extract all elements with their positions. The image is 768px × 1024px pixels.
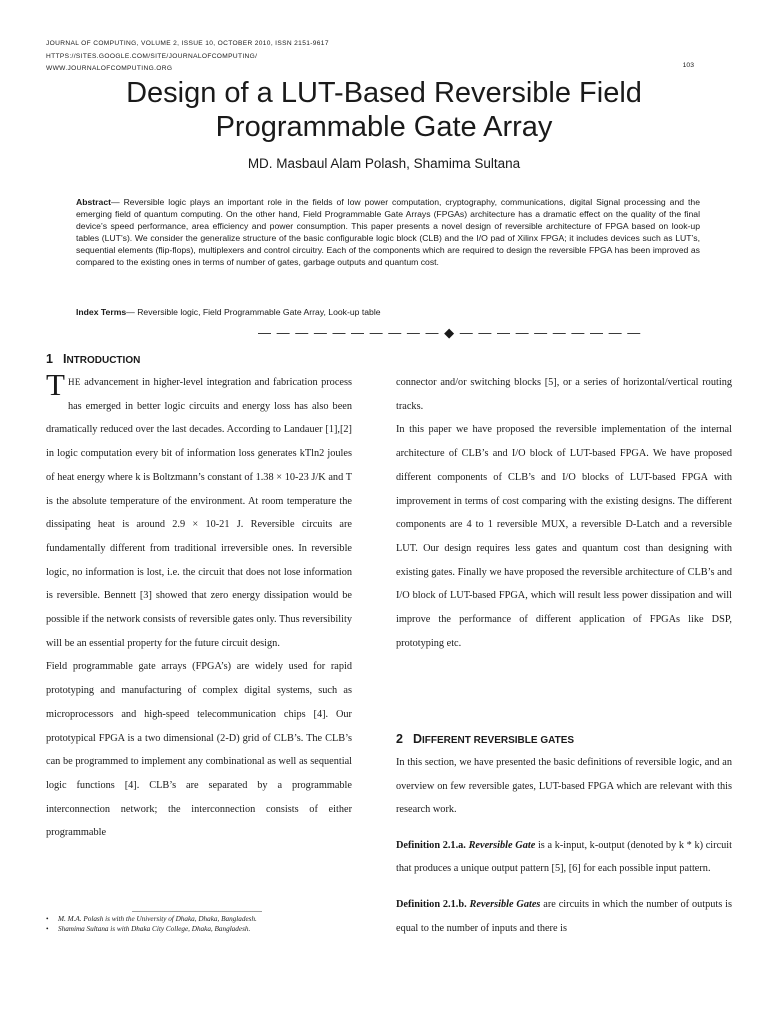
journal-header-line-3: WWW.JOURNALOFCOMPUTING.ORG: [46, 65, 173, 72]
bullet-icon: •: [46, 915, 49, 923]
bullet-icon: •: [46, 925, 49, 933]
definition-term: Reversible Gate: [468, 839, 536, 851]
index-terms: [76, 306, 700, 318]
drop-cap: T: [46, 367, 65, 402]
journal-header-line-1: JOURNAL OF COMPUTING, VOLUME 2, ISSUE 10, OCTOBER 2010, ISSN 2151-9617: [46, 40, 329, 47]
page-number: 103: [682, 62, 694, 69]
intro-paragraph-3: In this paper we have proposed the reversible implementation of the internal architecture of CLB’s and I/O block of LUT-based FPGA. We have proposed different components of CLB’s and I/O blocks of LUT-based FPGA with improvement in terms of cost comparing with the existing designs. The different components are 4 to 1 reversible MUX, a reversible D-Latch and a reversible LUT. Our design requires less gates and quantum cost than designing with existing gates. Finally we have proposed the reversible architecture of CLB’s and I/O block of LUT-based FPGA, which will result less power dissipation and will improve the performance of different application of FPGAs like DSP, prototyping etc.: [396, 424, 732, 649]
footnote-1-text: M. M.A. Polash is with the University of Dhaka, Dhaka, Bangladesh.: [58, 915, 257, 923]
section-separator: — — — — — — — — — — ◆ — — — — — — — — — —: [258, 325, 642, 340]
section-number: 1: [46, 352, 53, 366]
footnote-2: [46, 924, 257, 934]
section-heading-introduction: [46, 352, 140, 366]
journal-header-line-2: HTTPS://SITES.GOOGLE.COM/SITE/JOURNALOFCOMPUTING/: [46, 53, 258, 60]
index-terms-label: Index Terms: [76, 307, 127, 317]
abstract: [76, 196, 700, 269]
intro-paragraph-1: [46, 367, 352, 655]
definition-2-1-a: [396, 834, 732, 881]
paper-title-line-2: Programmable Gate Array: [215, 111, 553, 143]
footnote-divider: [132, 911, 262, 912]
intro-paragraph-2: Field programmable gate arrays (FPGA’s) are widely used for rapid prototyping and manufacturing of complex digital systems, such as microprocessors and high-speed telecommunication chips [4]. Our prototypical FPGA is a two dimensional (2-D) grid of CLB’s. The CLB’s can be programmed to implement any combinational as well as sequential logic functions [4]. CLB’s are separated by a programmable interconnection network; the interconnection consists of either programmable: [46, 661, 352, 839]
definition-2-1-b: [396, 893, 732, 940]
definition-text: are circuits in which the number of outputs is equal to the number of inputs and there is: [396, 898, 732, 934]
index-terms-text: — Reversible logic, Field Programmable Gate Array, Look-up table: [126, 307, 381, 317]
section-title-initial: I: [62, 352, 67, 366]
drop-cap-rest: HE: [67, 377, 81, 387]
left-column: [46, 367, 352, 845]
abstract-label: Abstract: [76, 197, 111, 207]
section-number: 2: [396, 732, 403, 746]
intro-paragraph-1-text: advancement in higher-level integration and fabrication process has emerged in better logic circuits and energy loss has also been dramatically reduced over the last decades. According to Landauer [1],[2] in logic computation every bit of information loss generates kTln2 joules of heat energy where k is Boltzmann’s constant of 1.38 × 10-23 J/K and T is the absolute temperature of the environment. At room temperature the dissipating heat is around 2.9 × 10-21 J. Reversible circuits are fundamentally different from traditional irreversible ones. In reversible logic, no information is lost, i.e. the circuit that does not lose information is reversible. Bennett [3] showed that zero energy dissipation would be possible if the network consists of reversible gates only. Thus reversibility will be an essential property for the future circuit design.: [46, 377, 352, 649]
definition-term: Reversible Gates: [469, 898, 541, 910]
definition-text: is a k-input, k-output (denoted by k * k) circuit that produces a unique output pattern [5], [6] for each possible input pattern.: [396, 839, 733, 875]
section-title-rest: NTRODUCTION: [66, 355, 141, 366]
section-title-initial: D: [412, 732, 422, 746]
abstract-text: — Reversible logic plays an important role in the fields of low power computation, cryptography, communications, digital Signal processing and the emerging field of quantum computing. On the other hand, Field Programmable Gate Arrays (FPGAs) architecture has a dramatic effect on the quality of the final device’s speed performance, area efficiency and power consumption. This paper presents a novel design of reversible architecture of FPGA based on look-up tables (LUT’s). We consider the generalize structure of the basic configurable logic block (CLB) and the I/O pad of Xilinx FPGA; it includes devices such as LUT’s, sequential elements (flip-flops), multiplexers and control circuitry. Each of the components which are required to design the reversible FPGA has been improved as compared to the existing ones in terms of number of gates, garbage outputs and quantum cost.: [76, 197, 700, 268]
paper-title: [0, 76, 768, 144]
definition-label: Definition 2.1.a.: [396, 839, 466, 851]
authors: MD. Masbaul Alam Polash, Shamima Sultana: [247, 156, 521, 171]
paper-title-line-1: Design of a LUT-Based Reversible Field: [126, 77, 642, 109]
section-heading-reversible-gates: [396, 732, 574, 746]
intro-paragraph-2-continued: connector and/or switching blocks [5], or a series of horizontal/vertical routing tracks.: [396, 377, 732, 412]
section-title-rest: IFFERENT REVERSIBLE GATES: [421, 735, 575, 746]
footnote-1: [46, 914, 257, 924]
section-2-paragraph: In this section, we have presented the basic definitions of reversible logic, and an overview on few reversible gates, LUT-based FPGA which are relevant with this research work.: [396, 757, 732, 816]
definition-label: Definition 2.1.b.: [396, 898, 467, 910]
footnotes: [46, 914, 257, 934]
footnote-2-text: Shamima Sultana is with Dhaka City College, Dhaka, Bangladesh.: [58, 925, 251, 933]
right-column: [396, 371, 732, 655]
section-2-body: [396, 751, 732, 940]
